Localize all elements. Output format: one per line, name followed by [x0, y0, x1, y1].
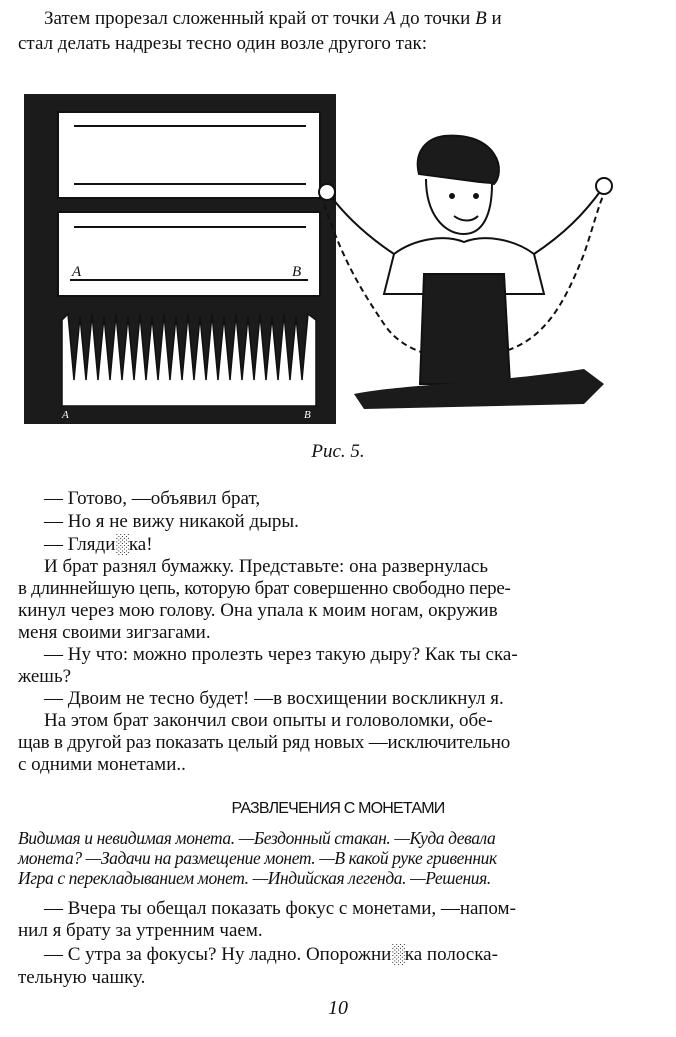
paper-cut-illustration: [24, 84, 616, 429]
paragraph-5-line-2: нил я брату за утренним чаем.: [18, 920, 263, 941]
figure-label-b: B: [292, 264, 302, 280]
paragraph-4-line-2: щав в другой раз показать целый ряд новых —исключительно: [18, 732, 510, 753]
intro-text: и: [491, 8, 502, 29]
paragraph-1-line-4: меня своими зигзагами.: [18, 622, 211, 643]
point-b-label: B: [475, 8, 487, 29]
folded-paper-top: [58, 112, 320, 198]
boy-figure: [319, 136, 612, 409]
figure-caption: Рис. 5.: [311, 441, 365, 462]
section-subtitle-line-3: Игра с перекладыванием монет. —Индийская легенда. —Решения.: [18, 868, 491, 888]
section-title: РАЗВЛЕЧЕНИЯ С МОНЕТАМИ: [231, 800, 445, 817]
dialogue-line-3: — Гляди░ка!: [44, 534, 153, 555]
paragraph-6-line-2: тельную чашку.: [18, 967, 146, 988]
dialogue-line-1: — Готово, —объявил брат,: [44, 488, 261, 509]
paragraph-2-line-2: жешь?: [18, 666, 72, 687]
paragraph-1-line-2: в длиннейшую цепь, которую брат совершенно свободно пере-: [18, 578, 511, 599]
paragraph-1-line-1: И брат разнял бумажку. Представьте: она развернулась: [44, 556, 488, 577]
figure-label-a: A: [72, 264, 82, 280]
paragraph-4-line-1: На этом брат закончил свои опыты и головоломки, обе-: [44, 710, 493, 731]
section-subtitle-line-2: монета? —Задачи на размещение монет. —В какой руке гривенник: [18, 848, 497, 868]
intro-line-2: стал делать надрезы тесно один возле другого так:: [18, 33, 428, 54]
intro-text: Затем прорезал сложенный край от точки: [44, 8, 380, 29]
paragraph-4-line-3: с одними монетами..: [18, 754, 186, 775]
intro-text: до точки: [400, 8, 471, 29]
paragraph-1-line-3: кинул через мою голову. Она упала к моим ногам, окружив: [18, 600, 498, 621]
page-number: 10: [328, 997, 348, 1019]
dialogue-line-2: — Но я не вижу никакой дыры.: [44, 511, 299, 532]
section-subtitle-line-1: Видимая и невидимая монета. —Бездонный стакан. —Куда девала: [18, 828, 496, 848]
paragraph-2-line-1: — Ну что: можно пролезть через такую дыру? Как ты ска-: [44, 644, 518, 665]
paragraph-5-line-1: — Вчера ты обещал показать фокус с монетами, —напом-: [44, 898, 516, 919]
intro-line-1: [44, 8, 502, 30]
folded-paper-middle: [58, 212, 320, 296]
figure-label-b-bottom: B: [304, 409, 311, 421]
figure-label-a-bottom: A: [62, 409, 69, 421]
point-a-label: A: [384, 8, 396, 29]
paragraph-3: — Двоим не тесно будет! —в восхищении воскликнул я.: [44, 688, 504, 709]
paragraph-6-line-1: — С утра за фокусы? Ну ладно. Опорожни░ка полоска-: [44, 944, 498, 965]
